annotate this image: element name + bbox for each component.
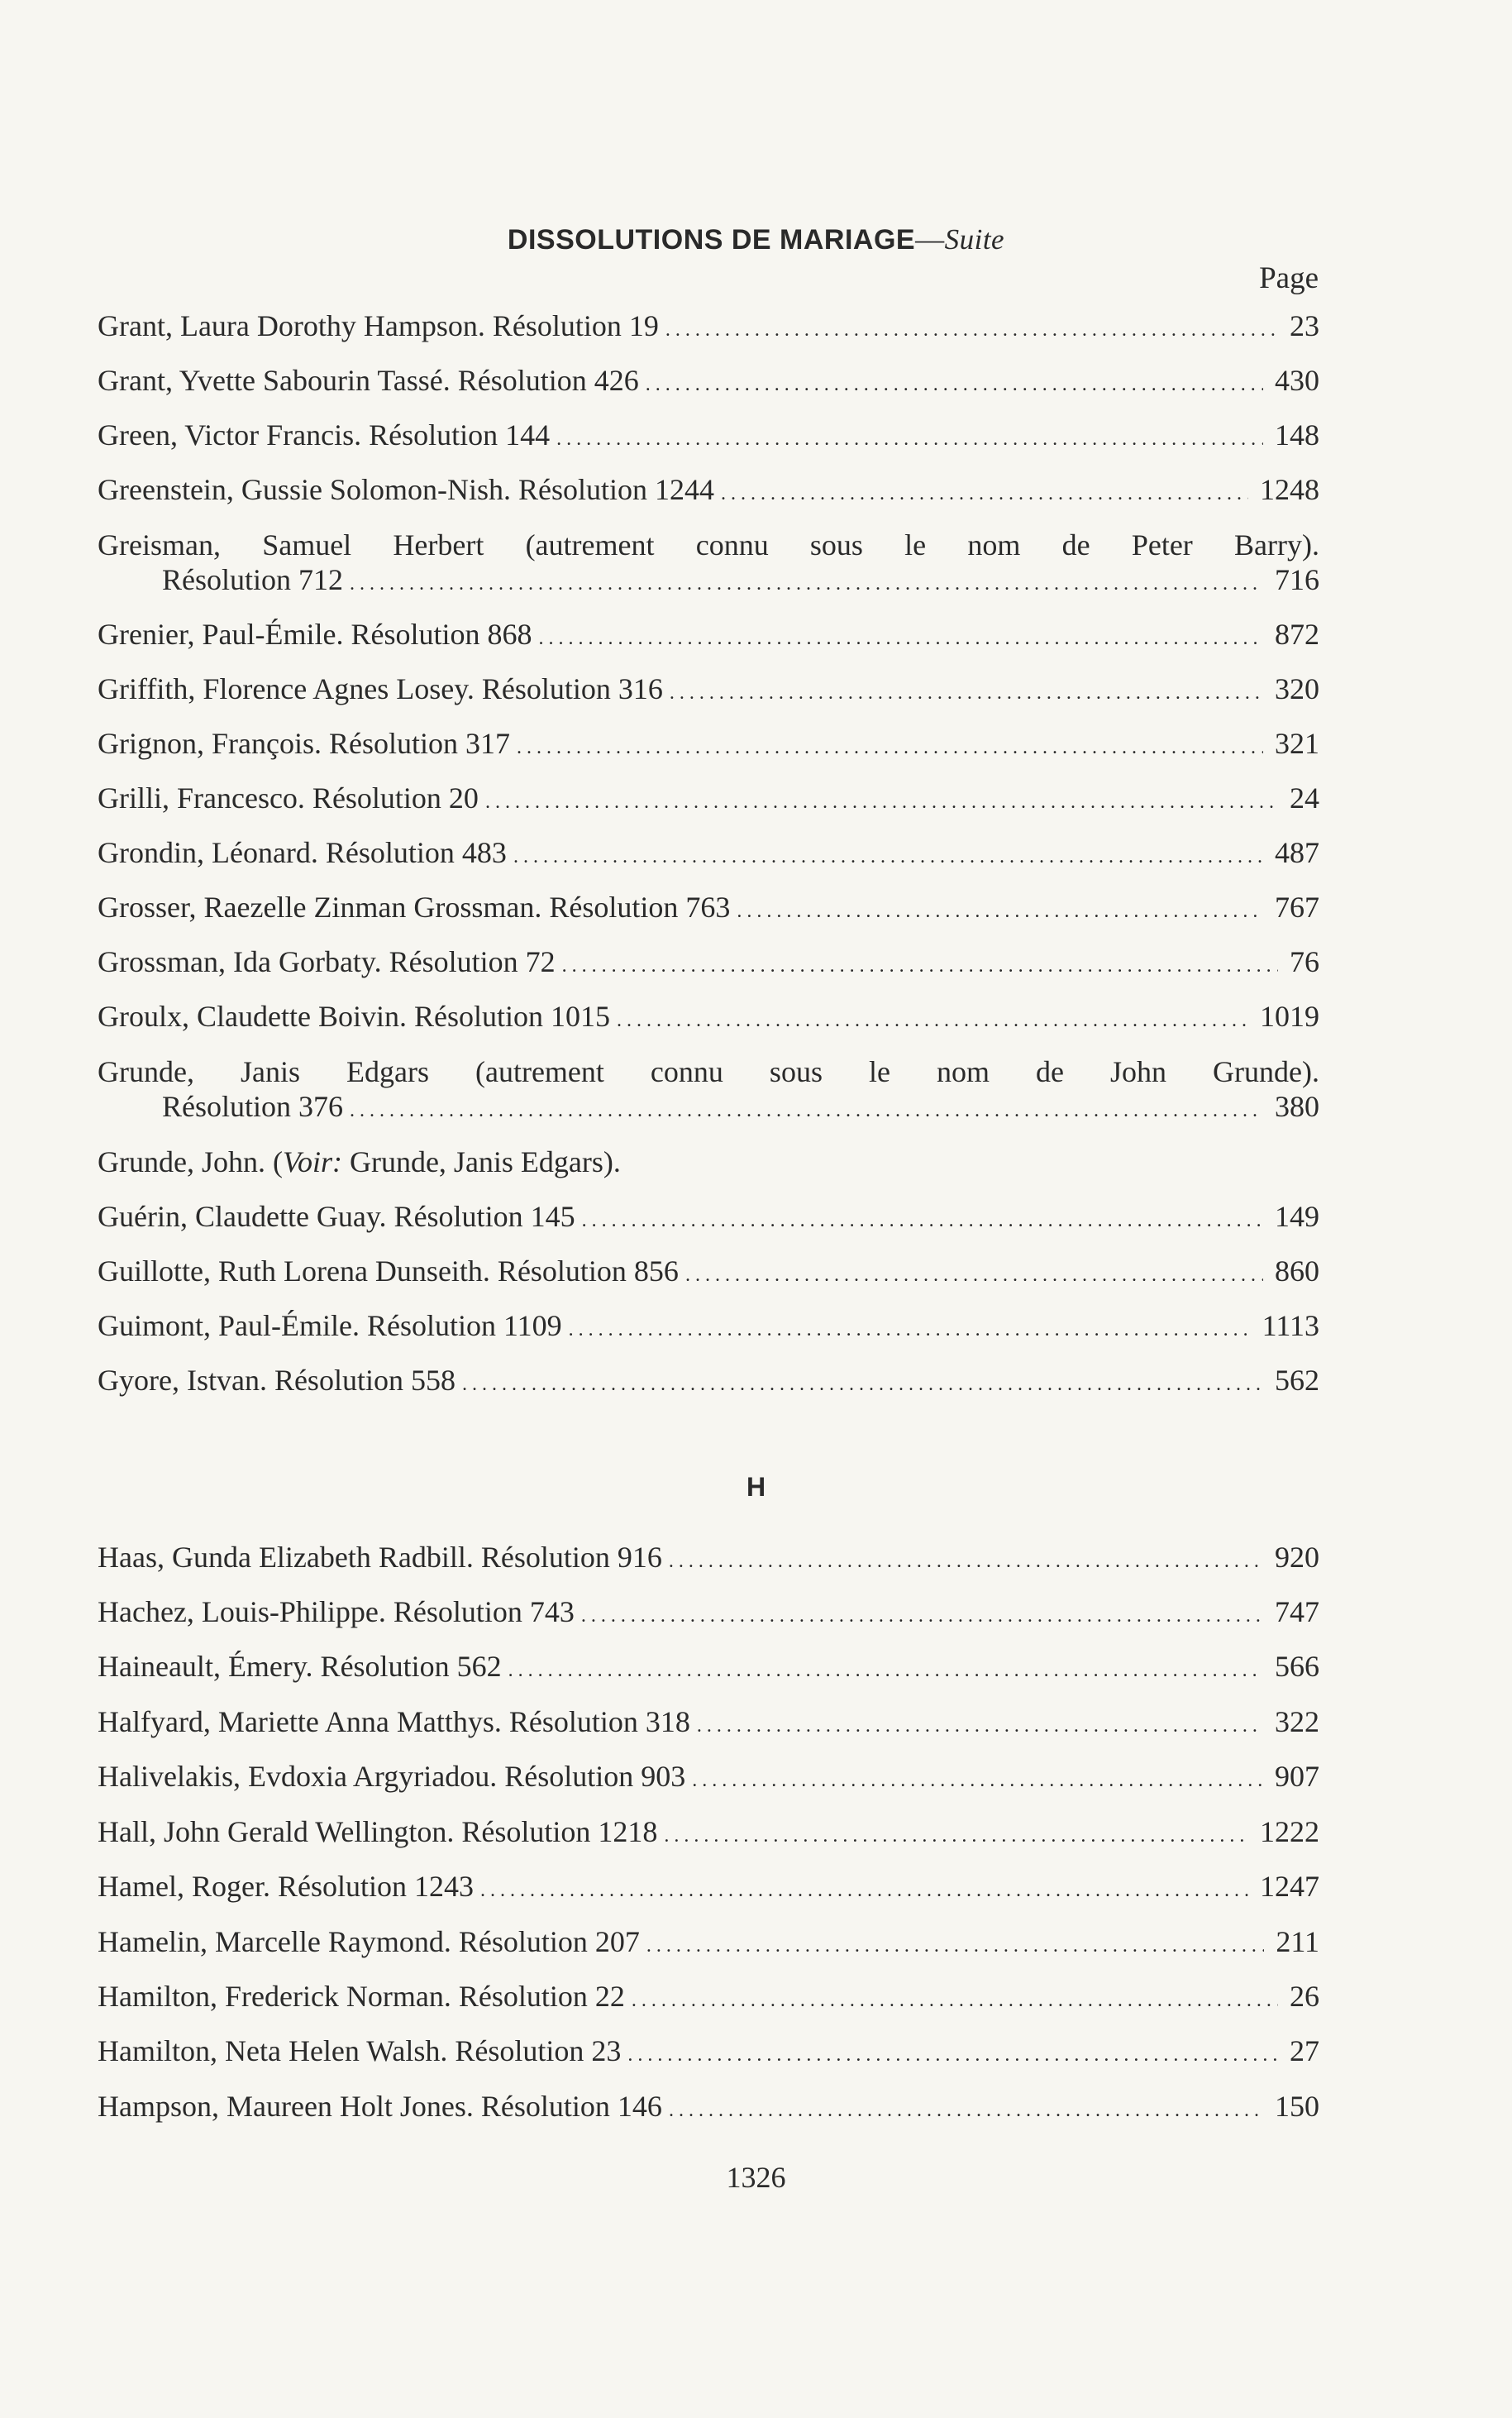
list-item [98, 671, 1319, 710]
leader-dots [562, 944, 1278, 983]
entry-page: 716 [1275, 563, 1319, 596]
entry-page: 1222 [1260, 1815, 1319, 1848]
list-item [98, 1869, 1319, 1908]
list-item [98, 1649, 1319, 1688]
leader-dots [508, 1649, 1263, 1688]
entry-text: Hamilton, Neta Helen Walsh. Résolution 23 [98, 2034, 622, 2067]
list-item [98, 1979, 1319, 2018]
entry-text: Résolution 376 [162, 1090, 344, 1123]
entry-page: 26 [1290, 1980, 1319, 2013]
leader-dots [697, 1704, 1263, 1743]
entry-page: 430 [1275, 364, 1319, 397]
list-item [98, 1594, 1319, 1633]
leader-dots [669, 2089, 1263, 2128]
entry-page: 1019 [1260, 1000, 1319, 1033]
entry-text: Hall, John Gerald Wellington. Résolution 1218 [98, 1815, 658, 1848]
entry-text: Grignon, François. Résolution 317 [98, 727, 510, 760]
entry-page: 148 [1275, 418, 1319, 452]
leader-dots [350, 562, 1263, 601]
entry-page: 487 [1275, 836, 1319, 869]
list-item [98, 1144, 1319, 1179]
entry-voir: Voir: [282, 1145, 342, 1178]
list-item [98, 1759, 1319, 1798]
entry-first-line: Greisman, Samuel Herbert (autrement connu sous le nom de Peter Barry). [98, 528, 1319, 561]
entry-text: Hampson, Maureen Holt Jones. Résolution 146 [98, 2090, 662, 2123]
entry-page: 1248 [1260, 473, 1319, 506]
page-heading [0, 223, 1512, 256]
leader-dots [485, 781, 1278, 820]
entry-page: 872 [1275, 618, 1319, 651]
entry-page: 76 [1290, 945, 1319, 978]
leader-dots [582, 1199, 1263, 1238]
leader-dots [513, 835, 1263, 874]
list-item [98, 472, 1319, 511]
entry-page: 24 [1290, 781, 1319, 815]
list-item [98, 418, 1319, 456]
list-item [98, 1254, 1319, 1293]
entry-page: 767 [1275, 891, 1319, 924]
entry-page: 211 [1276, 1925, 1319, 1958]
leader-dots [646, 363, 1263, 402]
leader-dots [350, 1089, 1263, 1128]
section-heading-h: H [746, 1472, 766, 1502]
list-item [98, 726, 1319, 765]
list-item [98, 528, 1319, 601]
leader-dots [632, 1979, 1278, 2018]
entry-text: Gyore, Istvan. Résolution 558 [98, 1364, 456, 1397]
list-item [98, 308, 1319, 347]
list-item [98, 890, 1319, 929]
entry-text: Haas, Gunda Elizabeth Radbill. Résolution 916 [98, 1541, 662, 1574]
list-item [98, 617, 1319, 656]
entry-text: Grant, Yvette Sabourin Tassé. Résolution 426 [98, 364, 639, 397]
leader-dots [480, 1869, 1248, 1908]
entry-page: 860 [1275, 1254, 1319, 1288]
list-item [98, 2089, 1319, 2128]
list-item [98, 2033, 1319, 2072]
leader-dots [581, 1594, 1263, 1633]
page-number: 1326 [726, 2161, 786, 2194]
list-item [98, 1054, 1319, 1128]
entry-text: Hamelin, Marcelle Raymond. Résolution 207 [98, 1925, 640, 1958]
entry-page: 27 [1290, 2034, 1319, 2067]
leader-dots [721, 472, 1248, 511]
entry-page: 320 [1275, 672, 1319, 705]
entry-text: Grondin, Léonard. Résolution 483 [98, 836, 507, 869]
list-item [98, 944, 1319, 983]
heading-title: DISSOLUTIONS DE MARIAGE [507, 224, 916, 256]
leader-dots [669, 1540, 1263, 1579]
entry-text: Halfyard, Mariette Anna Matthys. Résolution 318 [98, 1705, 690, 1738]
entry-text: Grosser, Raezelle Zinman Grossman. Résolution 763 [98, 891, 731, 924]
entry-page: 150 [1275, 2090, 1319, 2123]
leader-dots [737, 890, 1263, 929]
list-item [98, 781, 1319, 820]
list-item [98, 999, 1319, 1038]
list-item [98, 1308, 1319, 1347]
entry-page: 747 [1275, 1595, 1319, 1628]
entry-text: Grilli, Francesco. Résolution 20 [98, 781, 479, 815]
entry-text: Grenier, Paul-Émile. Résolution 868 [98, 618, 532, 651]
entry-text-b: Grunde, Janis Edgars). [341, 1145, 621, 1178]
entry-text: Guérin, Claudette Guay. Résolution 145 [98, 1200, 575, 1233]
leader-dots [556, 418, 1263, 456]
leader-dots [664, 1814, 1248, 1853]
entry-page: 562 [1275, 1364, 1319, 1397]
leader-dots [685, 1254, 1263, 1293]
list-item [98, 363, 1319, 402]
leader-dots [627, 2033, 1278, 2072]
entry-page: 380 [1275, 1090, 1319, 1123]
entry-text: Griffith, Florence Agnes Losey. Résolution 316 [98, 672, 663, 705]
leader-dots [692, 1759, 1263, 1798]
entry-text: Résolution 712 [162, 563, 344, 596]
leader-dots [670, 671, 1263, 710]
entry-text: Guillotte, Ruth Lorena Dunseith. Résolution 856 [98, 1254, 679, 1288]
entry-text: Grossman, Ida Gorbaty. Résolution 72 [98, 945, 556, 978]
leader-dots [617, 999, 1248, 1038]
entry-text: Green, Victor Francis. Résolution 144 [98, 418, 551, 452]
heading-dash: — [915, 223, 945, 256]
entry-page: 1247 [1260, 1870, 1319, 1903]
list-item [98, 1199, 1319, 1238]
leader-dots [646, 1924, 1264, 1963]
leader-dots [665, 308, 1278, 347]
entry-text: Grant, Laura Dorothy Hampson. Résolution 19 [98, 309, 659, 342]
entry-text: Groulx, Claudette Boivin. Résolution 1015 [98, 1000, 610, 1033]
entry-page: 920 [1275, 1541, 1319, 1574]
page-column-label: Page [1259, 261, 1319, 295]
leader-dots [517, 726, 1263, 765]
leader-dots [462, 1363, 1263, 1402]
heading-suffix: Suite [944, 223, 1005, 256]
entry-page: 149 [1275, 1200, 1319, 1233]
entry-page: 566 [1275, 1650, 1319, 1683]
entry-text: Hamilton, Frederick Norman. Résolution 22 [98, 1980, 625, 2013]
entry-text: Haineault, Émery. Résolution 562 [98, 1650, 502, 1683]
entry-text: Greenstein, Gussie Solomon-Nish. Résolution 1244 [98, 473, 714, 506]
entry-text: Hamel, Roger. Résolution 1243 [98, 1870, 474, 1903]
entry-page: 322 [1275, 1705, 1319, 1738]
entry-page: 907 [1275, 1760, 1319, 1793]
entry-first-line: Grunde, Janis Edgars (autrement connu sous le nom de John Grunde). [98, 1055, 1319, 1088]
list-item [98, 1924, 1319, 1963]
entry-page: 23 [1290, 309, 1319, 342]
entry-text-a: Grunde, John. ( [98, 1145, 283, 1178]
list-item [98, 1704, 1319, 1743]
leader-dots [569, 1308, 1251, 1347]
entry-page: 321 [1275, 727, 1319, 760]
entry-text: Halivelakis, Evdoxia Argyriadou. Résolution 903 [98, 1760, 686, 1793]
list-item [98, 835, 1319, 874]
entry-text: Hachez, Louis-Philippe. Résolution 743 [98, 1595, 575, 1628]
list-item [98, 1540, 1319, 1579]
list-item [98, 1363, 1319, 1402]
entry-text: Guimont, Paul-Émile. Résolution 1109 [98, 1309, 562, 1342]
list-item [98, 1814, 1319, 1853]
entry-page: 1113 [1262, 1309, 1319, 1342]
leader-dots [538, 617, 1263, 656]
